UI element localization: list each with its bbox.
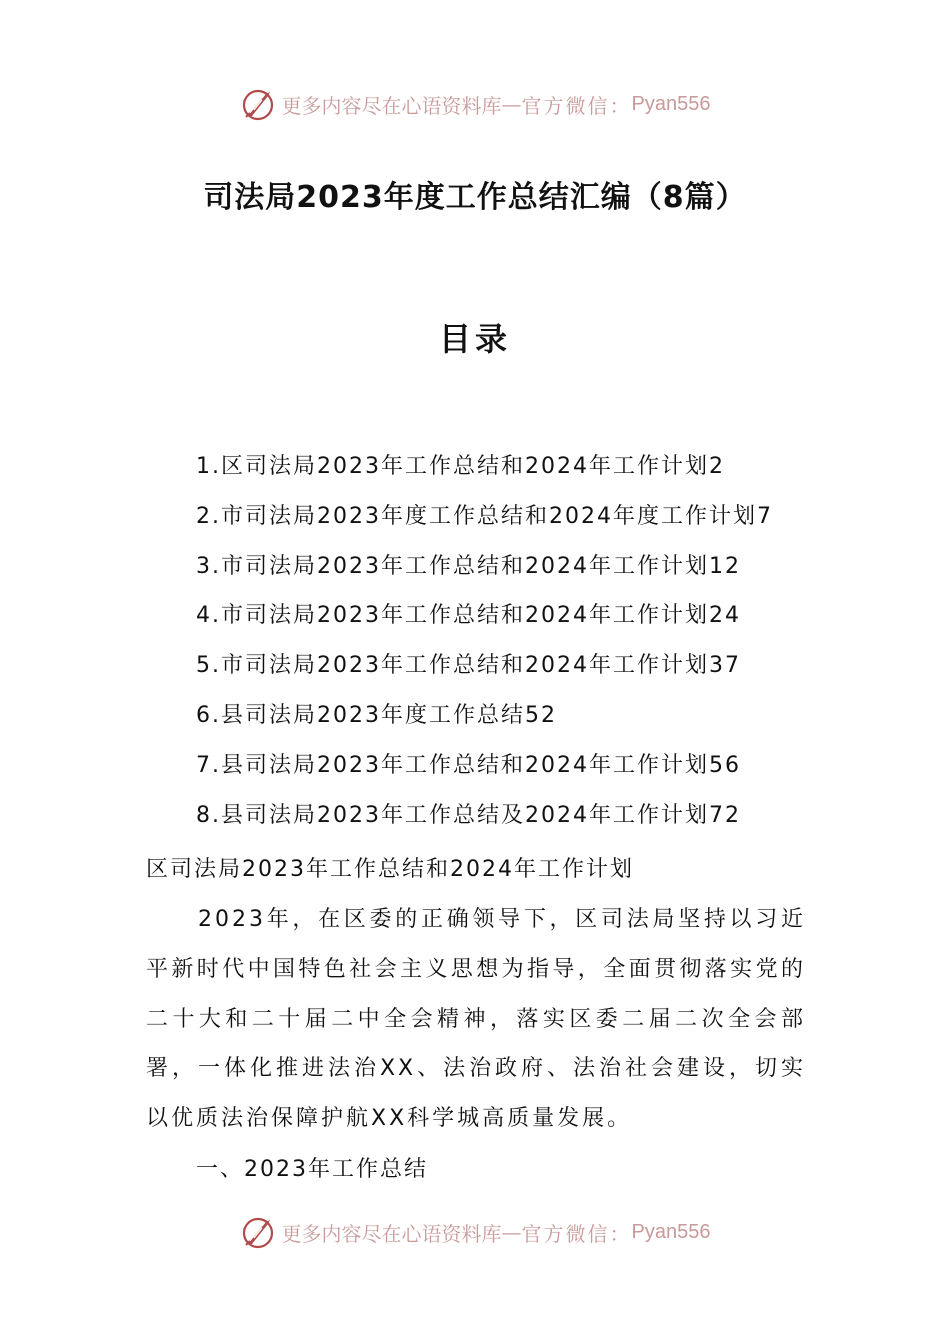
watermark-text: 更多内容尽在心语资料库 (281, 93, 502, 118)
toc-item-4[interactable]: 4.市司法局2023年工作总结和2024年工作计划24 (196, 603, 741, 629)
sub-heading: 一、2023年工作总结 (196, 1157, 428, 1182)
section-title: 区司法局2023年工作总结和2024年工作计划 (146, 857, 634, 882)
header-watermark (0, 84, 950, 124)
watermark-text: 更多内容尽在心语资料库 (281, 1221, 502, 1246)
toc-item-2[interactable]: 2.市司法局2023年度工作总结和2024年度工作计划7 (196, 503, 773, 529)
watermark-account: Pyan556 (631, 92, 711, 115)
watermark-separator: — (501, 92, 522, 116)
footer-watermark (0, 1212, 950, 1252)
quill-pen-logo-icon (240, 86, 276, 122)
document-title: 司法局2023年度工作总结汇编（8篇） (203, 180, 747, 215)
quill-pen-logo-icon (240, 1214, 276, 1250)
watermark-separator: — (501, 1220, 522, 1244)
watermark-account: Pyan556 (631, 1220, 711, 1243)
body-paragraph: 2023年，在区委的正确领导下，区司法局坚持以习近平新时代中国特色社会主义思想为指导，全面贯彻落实党的二十大和二十届二中全会精神，落实区委二届二次全会部署，一体化推进法治XX、法治政府、法治社会建设，切实以优质法治保障护航XX科学城高质量发展。 (146, 907, 806, 1132)
watermark-wechat-label: 官方微信： (521, 1221, 632, 1246)
toc-item-5[interactable]: 5.市司法局2023年工作总结和2024年工作计划37 (196, 653, 741, 679)
toc-item-8[interactable]: 8.县司法局2023年工作总结及2024年工作计划72 (196, 802, 741, 828)
watermark-wechat-label: 官方微信： (521, 93, 632, 118)
toc-item-6[interactable]: 6.县司法局2023年度工作总结52 (196, 702, 557, 728)
toc-item-7[interactable]: 7.县司法局2023年工作总结和2024年工作计划56 (196, 752, 741, 778)
toc-item-1[interactable]: 1.区司法局2023年工作总结和2024年工作计划2 (196, 454, 725, 479)
toc-heading: 目录 (438, 320, 511, 358)
toc-item-3[interactable]: 3.市司法局2023年工作总结和2024年工作计划12 (196, 553, 741, 579)
table-of-contents (196, 448, 773, 846)
